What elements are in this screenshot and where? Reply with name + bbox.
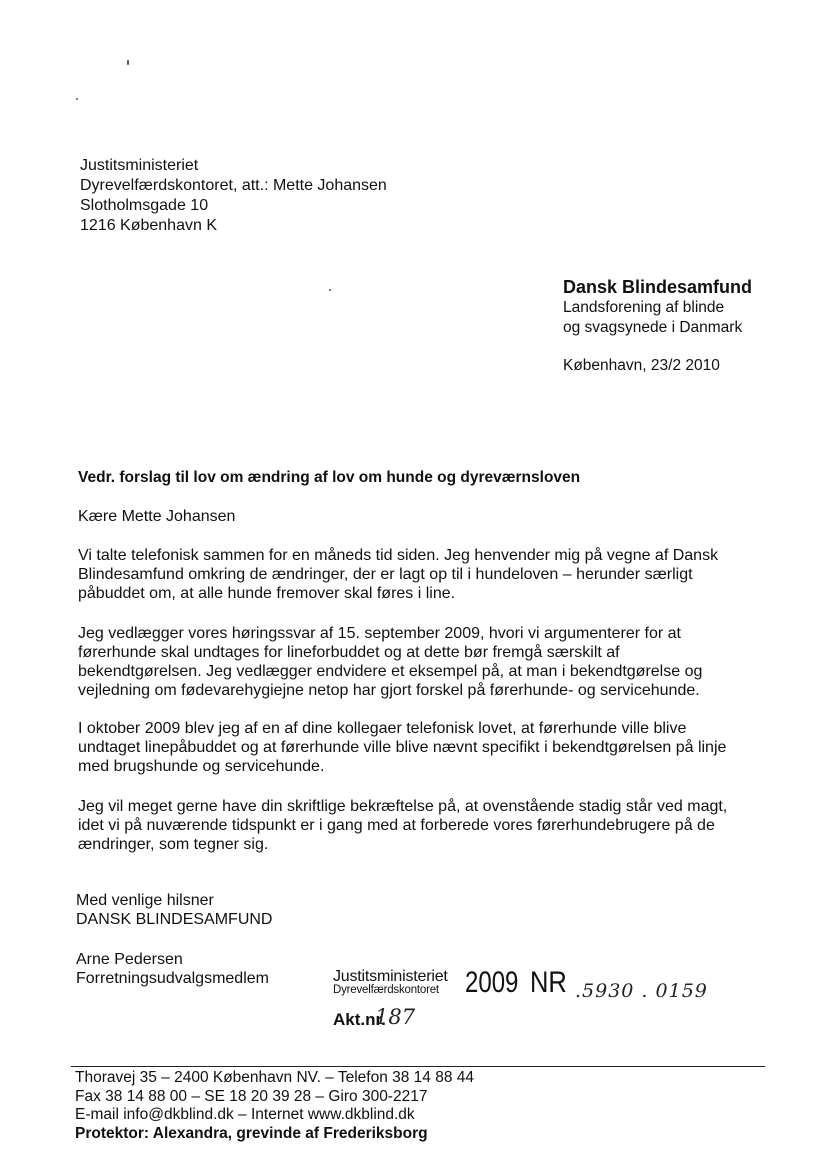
footer-protector: Protektor: Alexandra, grevinde af Frederiksborg <box>75 1124 428 1142</box>
footer-line: Fax 38 14 88 00 – SE 18 20 39 28 – Giro 300-2217 <box>75 1087 428 1105</box>
paragraph-line: bekendtgørelsen. Jeg vedlægger endvidere et eksempel på, at man i bekendtgørelse og <box>78 663 703 680</box>
paragraph-line: Jeg vedlægger vores høringssvar af 15. september 2009, hvori vi argumenterer for at <box>78 625 681 642</box>
paragraph-line: Blindesamfund omkring de ændringer, der er lagt op til i hundeloven – herunder særligt <box>78 566 693 583</box>
paragraph-line: idet vi på nuværende tidspunkt er i gang med at forberede vores førerhundebrugere på de <box>78 817 715 834</box>
paragraph-line: ændringer, som tegner sig. <box>78 836 269 853</box>
footer-divider <box>71 1066 765 1067</box>
signer-title: Forretningsudvalgsmedlem <box>76 970 269 987</box>
signature-block <box>76 950 269 988</box>
stamp-year: 2009 <box>465 966 519 999</box>
body-paragraph <box>78 719 726 776</box>
paragraph-line: Jeg vil meget gerne have din skriftlige bekræftelse på, at ovenstående stadig står ved magt, <box>78 798 728 815</box>
recipient-line: 1216 København K <box>80 217 217 234</box>
stamp-ministry: Justitsministeriet <box>333 968 448 985</box>
recipient-line: Slotholmsgade 10 <box>80 197 209 214</box>
closing-line: Med venlige hilsner <box>76 892 214 909</box>
letter-greeting: Kære Mette Johansen <box>78 508 236 525</box>
letter-date: København, 23/2 2010 <box>563 357 720 374</box>
letter-subject: Vedr. forslag til lov om ændring af lov om hunde og dyreværnsloven <box>78 469 581 486</box>
scan-speck <box>329 289 331 291</box>
stamp-akt-number: 187 <box>375 1005 416 1029</box>
stamp-handwritten-number: .5930 . 0159 <box>575 980 708 1002</box>
letter-closing <box>76 891 272 929</box>
signer-name: Arne Pedersen <box>76 951 183 968</box>
body-paragraph <box>78 797 727 854</box>
paragraph-line: undtaget linepåbuddet og at førerhunde ville blive nævnt specifikt i bekendtgørelsen på linje <box>78 739 727 756</box>
paragraph-line: Vi talte telefonisk sammen for en måneds tid siden. Jeg henvender mig på vegne af Dansk <box>78 547 719 564</box>
paragraph-line: I oktober 2009 blev jeg af en af dine kollegaer telefonisk lovet, at førerhunde ville blive <box>78 720 687 737</box>
paragraph-line: førerhunde skal undtages for lineforbuddet og at dette bør fremgå særskilt af <box>78 644 620 661</box>
sender-block <box>563 276 752 338</box>
body-paragraph <box>78 546 718 603</box>
sender-subtitle: Landsforening af blinde <box>563 299 725 316</box>
scan-speck <box>76 98 78 100</box>
stamp-nr-label: NR <box>530 966 567 999</box>
recipient-line: Dyrevelfærdskontoret, att.: Mette Johansen <box>80 177 387 194</box>
sender-name: Dansk Blindesamfund <box>563 277 753 297</box>
footer-line: Thoravej 35 – 2400 København NV. – Telefon 38 14 88 44 <box>75 1069 474 1086</box>
paragraph-line: vejledning om fødevarehygiejne netop har gjort forskel på førerhunde- og servicehunde. <box>78 682 700 699</box>
body-paragraph <box>78 624 702 700</box>
stamp-office: Dyrevelfærdskontoret <box>333 984 439 996</box>
scan-speck <box>127 60 129 65</box>
stamp-akt-label: Akt.nr. <box>333 1010 386 1029</box>
recipient-line: Justitsministeriet <box>80 157 199 174</box>
sender-subtitle: og svagsynede i Danmark <box>563 319 743 336</box>
recipient-address <box>80 156 387 236</box>
closing-line: DANSK BLINDESAMFUND <box>76 911 273 928</box>
paragraph-line: påbuddet om, at alle hunde fremover skal føres i line. <box>78 585 456 602</box>
footer-line: E-mail info@dkblind.dk – Internet www.dkblind.dk <box>75 1106 415 1123</box>
letter-footer <box>75 1069 474 1143</box>
paragraph-line: med brugshunde og servicehunde. <box>78 758 325 775</box>
receipt-stamp <box>333 970 448 997</box>
